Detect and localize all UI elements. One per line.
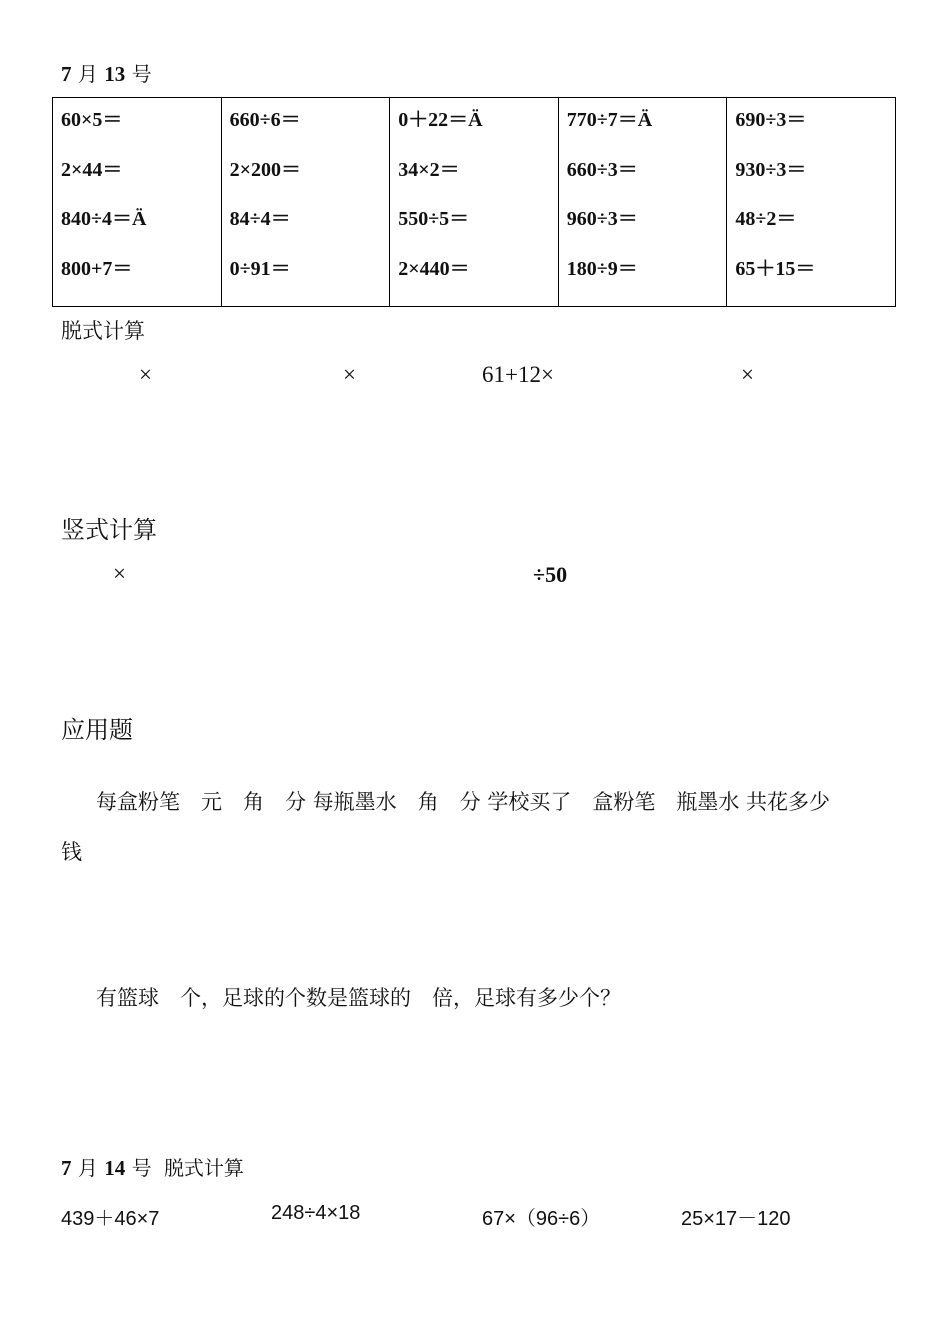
drill-column-1 — [53, 98, 222, 307]
drill-column-2 — [221, 98, 390, 307]
vertical-calc-heading: 竖式计算 — [61, 516, 157, 544]
drill-column-5 — [727, 98, 896, 307]
step-calc-heading: 脱式计算 — [61, 319, 145, 343]
step-calc-item: 248÷4×18 — [271, 1202, 361, 1224]
step-calc-item: 67×（96÷6） — [482, 1208, 601, 1230]
date-day-number: 13 — [104, 62, 126, 86]
step-calc-heading: 脱式计算 — [163, 1156, 244, 1180]
drill-item: 690÷3＝ — [735, 109, 807, 131]
drill-item: 180÷9＝ — [566, 257, 638, 280]
drill-item: 800+7＝ — [61, 257, 133, 280]
date-day-char: 号 — [131, 1156, 152, 1180]
drill-row — [53, 98, 896, 307]
word-problem-1-line-1: 每盒粉笔 元 角 分 每瓶墨水 角 分 学校买了 盒粉笔 瓶墨水 共花多少 — [96, 790, 831, 814]
word-problem-1-line-2: 钱 — [61, 840, 82, 864]
step-calc-item: × — [343, 362, 356, 387]
drill-item: 34×2＝ — [398, 158, 460, 181]
drill-item: 960÷3＝ — [566, 208, 638, 230]
drill-column-4 — [558, 98, 727, 307]
step-calc-item: 25×17－120 — [681, 1208, 791, 1230]
drill-item: 2×44＝ — [61, 158, 123, 181]
word-problem-2: 有篮球 个，足球的个数是篮球的 倍，足球有多少个？ — [96, 986, 621, 1010]
drill-item: 48÷2＝ — [735, 208, 797, 230]
drill-item: 2×200＝ — [229, 158, 301, 181]
drill-item: 840÷4＝Ä — [61, 208, 147, 230]
drill-item: 770÷7＝Ä — [566, 109, 653, 131]
oral-drill-table — [52, 97, 896, 307]
date-month-char: 月 — [77, 1156, 98, 1180]
word-problems-heading: 应用题 — [61, 716, 133, 744]
date-day-char: 号 — [131, 62, 152, 86]
drill-item: 0÷91＝ — [229, 257, 291, 280]
vertical-calc-item: × — [113, 561, 126, 586]
drill-item: 550÷5＝ — [398, 208, 470, 230]
date-day-number: 14 — [104, 1156, 126, 1180]
drill-item: 930÷3＝ — [735, 158, 807, 181]
date-month-number: 7 — [61, 1156, 72, 1180]
step-calc-item: 439＋46×7 — [61, 1208, 160, 1230]
date-month-char: 月 — [77, 62, 98, 86]
step-calc-item: 61+12× — [482, 362, 554, 387]
drill-item: 2×440＝ — [398, 257, 470, 280]
drill-item: 0＋22＝Ä — [398, 109, 483, 131]
date-month-number: 7 — [61, 62, 72, 86]
date-heading-day2 — [61, 1152, 244, 1181]
vertical-calc-item: ÷50 — [533, 562, 568, 587]
drill-item: 660÷3＝ — [566, 158, 638, 181]
step-calc-item: × — [139, 362, 152, 387]
drill-item: 65＋15＝ — [735, 257, 816, 280]
drill-item: 60×5＝ — [61, 109, 123, 131]
drill-item: 660÷6＝ — [229, 109, 301, 131]
date-heading-day1 — [61, 58, 152, 87]
drill-item: 84÷4＝ — [229, 208, 291, 230]
drill-column-3 — [390, 98, 559, 307]
step-calc-item: × — [741, 362, 754, 387]
